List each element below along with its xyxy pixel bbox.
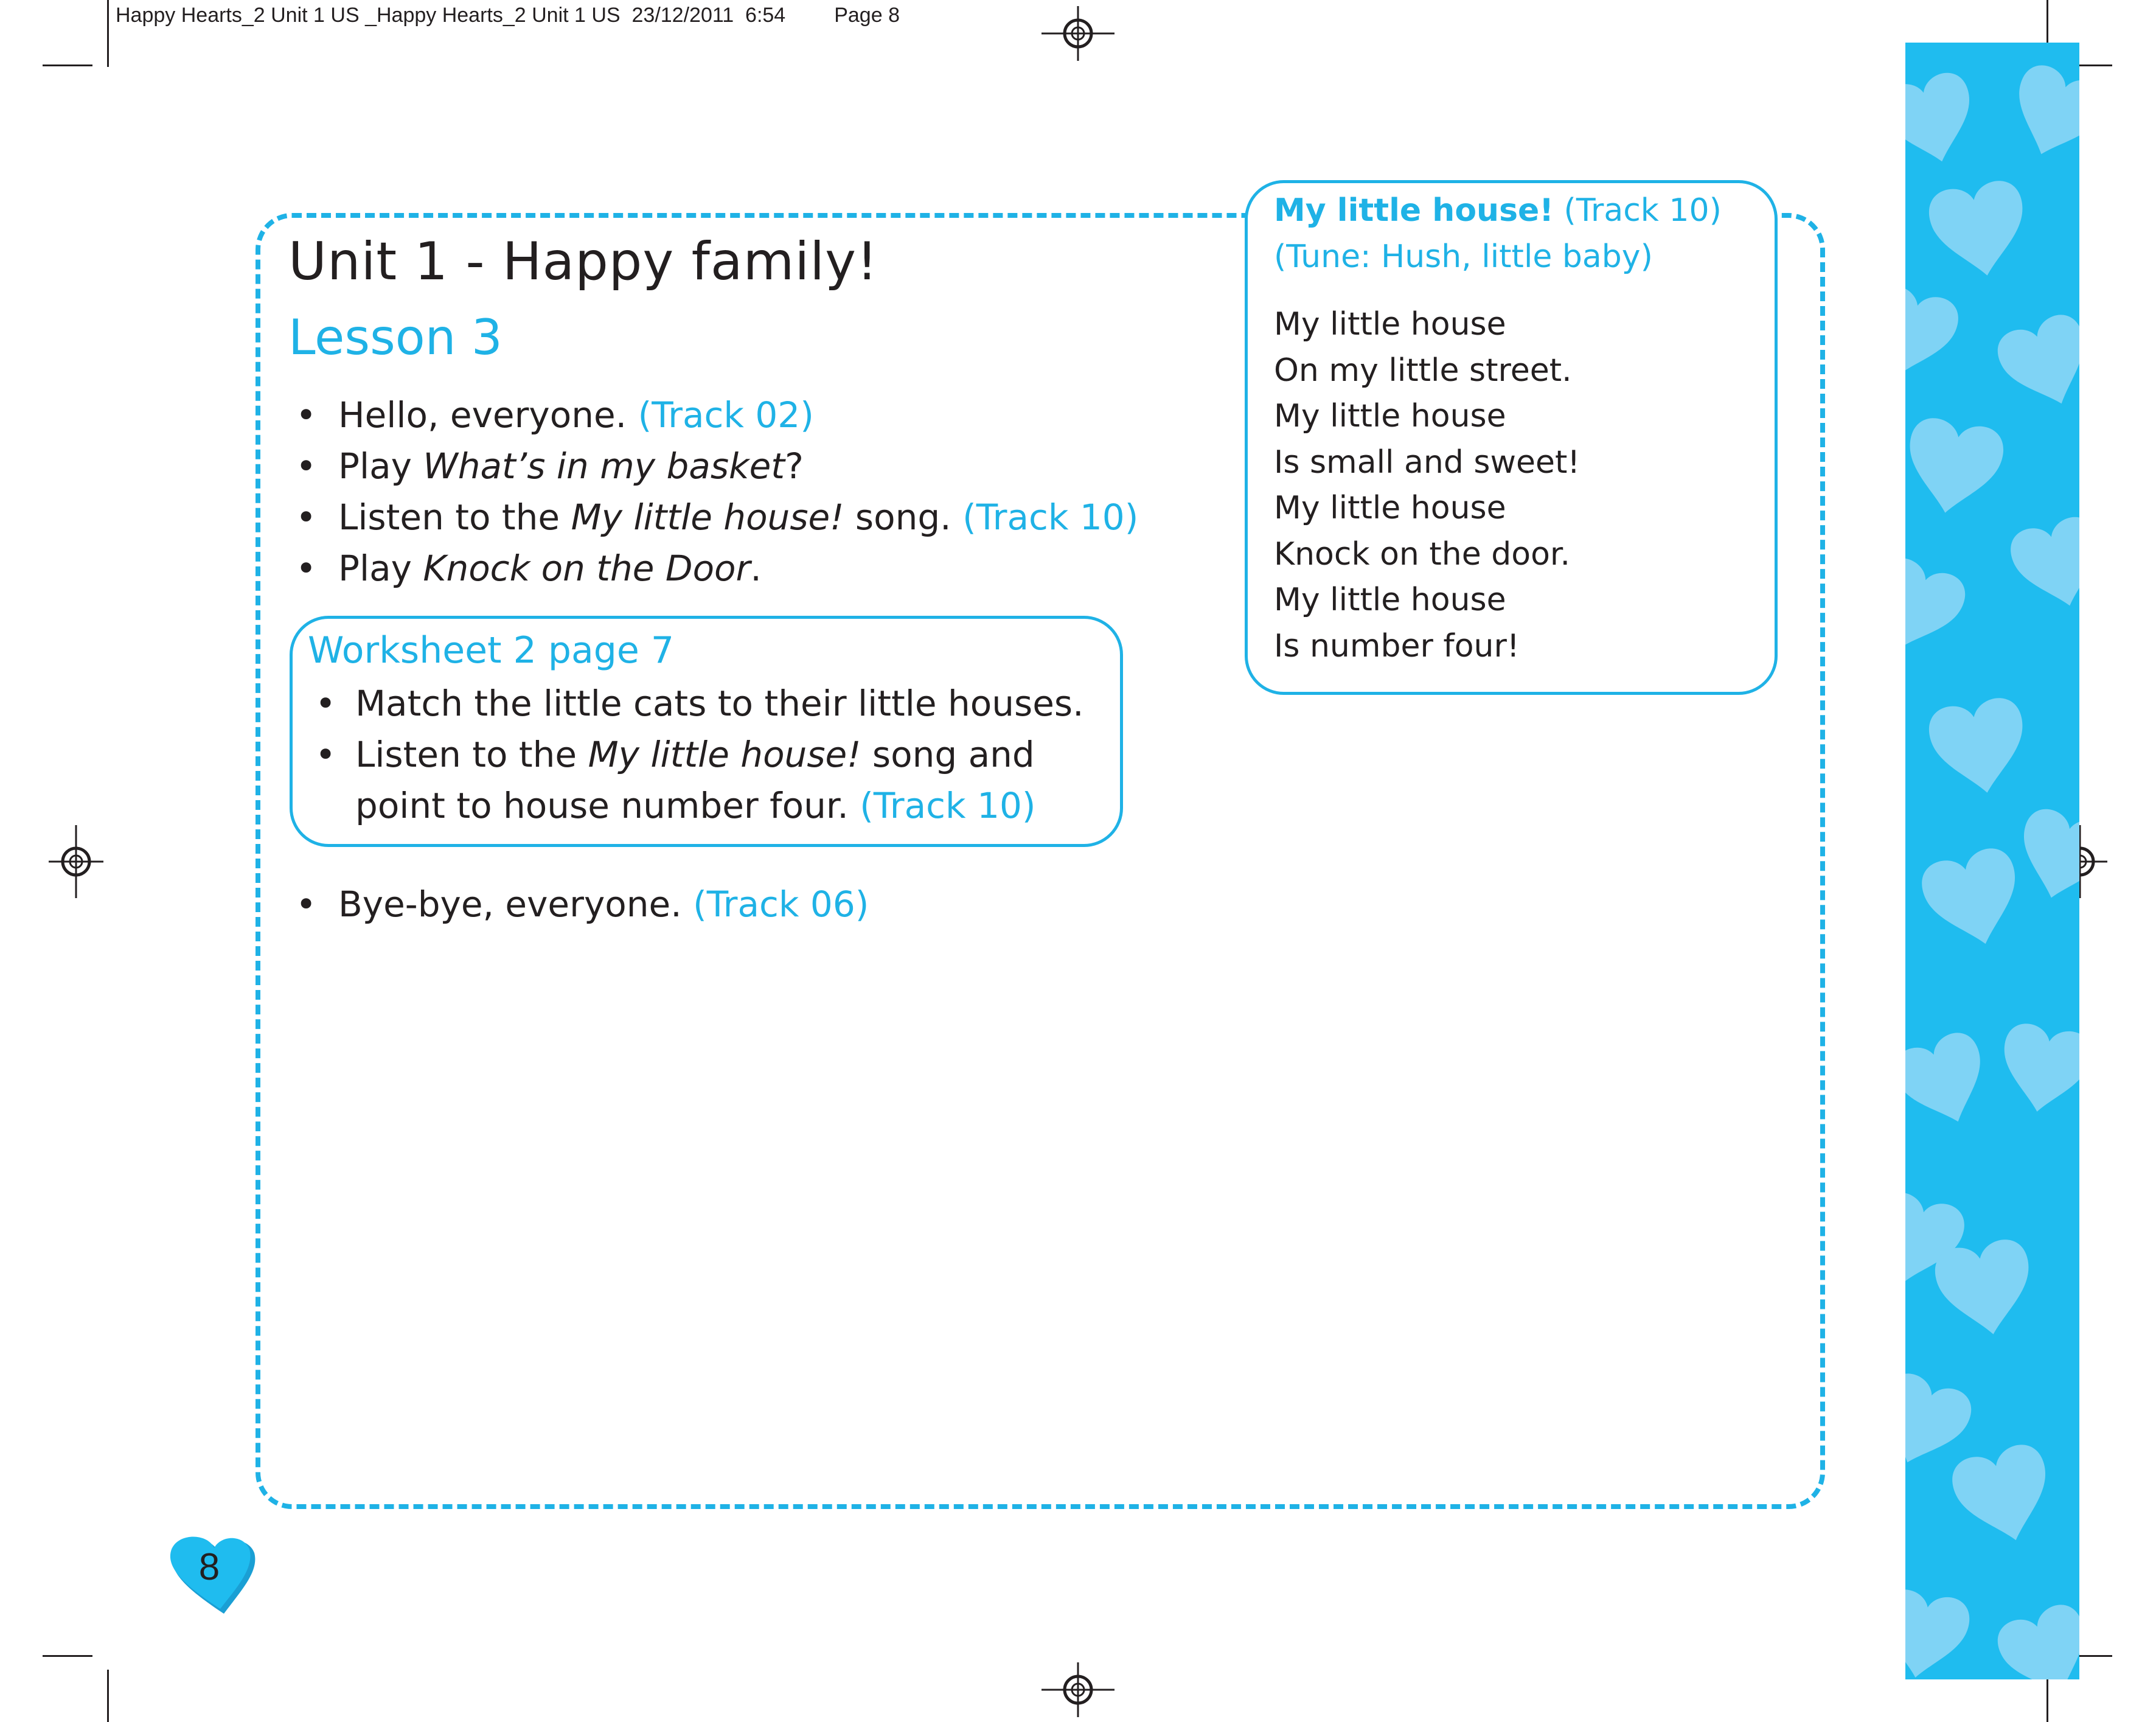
- activity-list: [296, 389, 1138, 594]
- slug-file: Happy Hearts_2 Unit 1 US _Happy Hearts_2 Unit 1 US 23/12/2011 6:54: [116, 4, 786, 27]
- lyric-line: My little house: [1274, 490, 1506, 526]
- list-item: • Listen to the My little house! song and point to house number four. (Track 10): [315, 729, 1118, 831]
- crop-mark: [43, 1655, 92, 1657]
- print-slug: [116, 4, 948, 27]
- registration-mark-icon: [49, 825, 103, 898]
- unit-title: Unit 1 - Happy family!: [288, 231, 878, 292]
- hearts-pattern-icon: [1905, 43, 2079, 1679]
- lyric-line: On my little street.: [1274, 352, 1572, 389]
- track-ref: (Track 10): [962, 497, 1139, 538]
- list-item: • Play Knock on the Door.: [296, 543, 1138, 594]
- list-item: • Listen to the My little house! song. (Track 10): [296, 492, 1138, 543]
- crop-mark: [107, 1670, 109, 1722]
- lyric-line: My little house: [1274, 306, 1506, 343]
- track-ref: (Track 06): [693, 884, 869, 925]
- crop-mark: [107, 0, 109, 67]
- lyric-line: Is small and sweet!: [1274, 444, 1580, 481]
- song-lyrics: [1274, 302, 1580, 669]
- list-item: • Hello, everyone. (Track 02): [296, 389, 1138, 441]
- track-ref: (Track 02): [638, 394, 814, 436]
- track-ref: (Track 10): [1563, 192, 1722, 229]
- registration-mark-icon: [1041, 1662, 1115, 1717]
- lyric-line: Knock on the door.: [1274, 535, 1571, 573]
- lyric-line: Is number four!: [1274, 627, 1520, 664]
- slug-page: Page 8: [834, 4, 900, 27]
- song-tune: (Tune: Hush, little baby): [1274, 239, 1653, 275]
- worksheet-title: Worksheet 2 page 7: [308, 629, 674, 672]
- song-title: My little house!: [1274, 192, 1554, 229]
- list-item: • Bye-bye, everyone. (Track 06): [296, 879, 869, 930]
- page-number: 8: [198, 1546, 220, 1588]
- heart-pattern-strip: [1905, 43, 2079, 1679]
- lyric-line: My little house: [1274, 398, 1506, 434]
- list-item: • Play What’s in my basket?: [296, 441, 1138, 492]
- worksheet-list: [315, 678, 1118, 831]
- crop-mark: [43, 64, 92, 66]
- list-item: • Match the little cats to their little houses.: [315, 678, 1118, 729]
- closing-list: [296, 879, 869, 930]
- lesson-title: Lesson 3: [288, 309, 502, 366]
- lyric-line: My little house: [1274, 582, 1506, 618]
- crop-mark: [2046, 0, 2048, 49]
- registration-mark-icon: [1041, 6, 1115, 61]
- page-number-badge: [167, 1532, 258, 1617]
- track-ref: (Track 10): [860, 785, 1036, 826]
- song-heading: [1274, 187, 1722, 280]
